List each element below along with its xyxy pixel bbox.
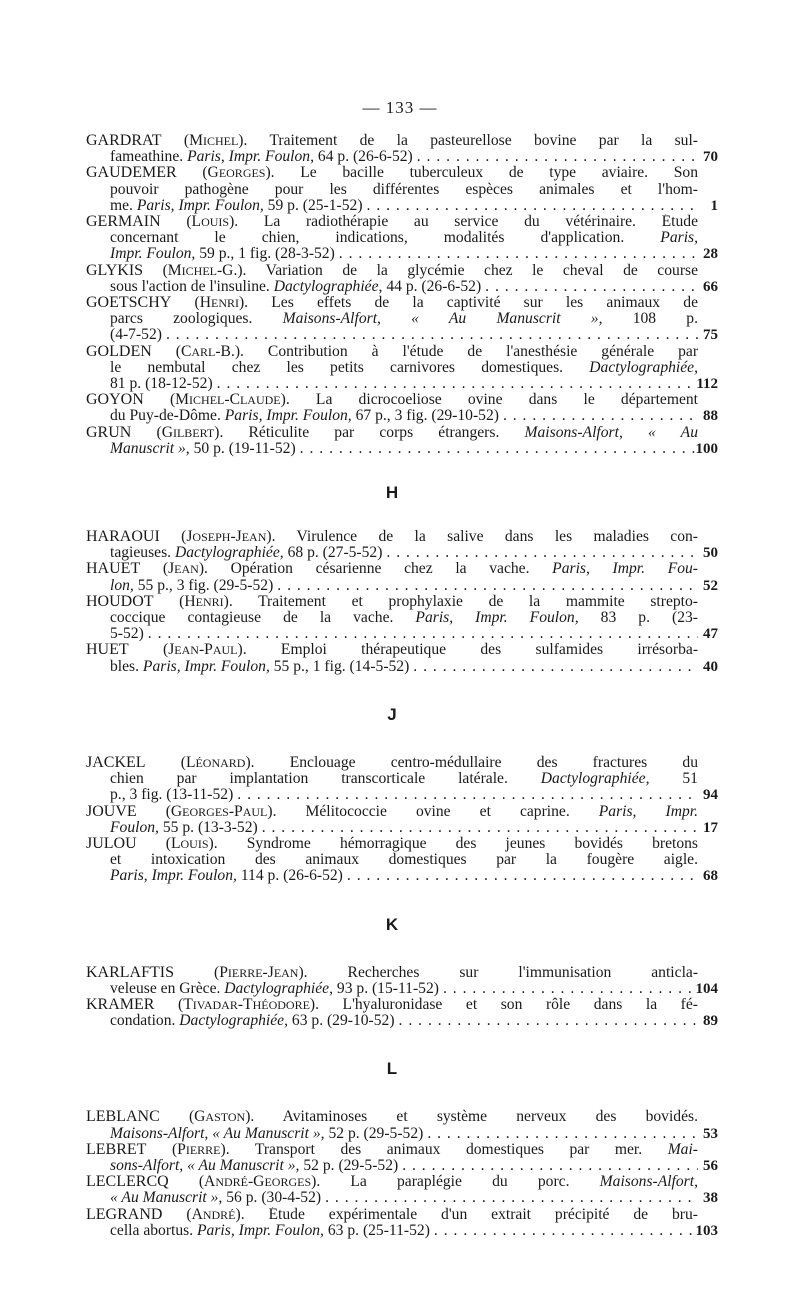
bibliography-entry — [86, 424, 718, 457]
entry-continuation-line: bles. Paris, Impr. Foulon, 55 p., 1 fig. (14-5-52) . . . — [86, 659, 698, 675]
author-name: GARDRAT — [86, 133, 162, 149]
author-first-name: GEORGES — [207, 165, 266, 182]
author-first-name: HENRI — [199, 295, 239, 312]
entry-first-line: HARAOUI (JOSEPH-JEAN). Virulence de la salive dans les maladies con- — [86, 529, 698, 546]
dot-leader — [503, 408, 698, 424]
author-name: GOLDEN — [86, 343, 152, 360]
entry-first-line: GOYON (MICHEL-CLAUDE). La dicrocoeliose ovine dans le département — [86, 392, 698, 409]
author-first-name: MICHEL — [189, 133, 239, 149]
entry-continuation-line: pouvoir pathogène pour les différentes espèces animales et l'hom- — [110, 181, 698, 198]
dot-leader — [277, 578, 698, 594]
entry-continuation-line: parcs zoologiques. Maisons-Alfort, « Au Manuscrit », 108 p. — [110, 311, 698, 328]
author-name: GRUN — [86, 424, 132, 441]
author-name: LEBRET — [86, 1141, 147, 1158]
author-name: KARLAFTIS — [86, 964, 175, 981]
author-name: GERMAIN — [86, 214, 161, 231]
entry-first-line: HOUDOT (HENRI). Traitement et prophylaxie de la mammite strepto- — [86, 593, 698, 610]
entry-first-line: HUET (JEAN-PAUL). Emploi thérapeutique des sulfamides irrésorba- — [86, 642, 698, 659]
entry-continuation-line: le nembutal chez les petits carnivores domestiques. Dactylographiée, — [110, 359, 698, 376]
bibliography-entry — [86, 964, 718, 997]
author-name: HOUDOT — [86, 593, 154, 610]
entry-page-reference: 75 — [703, 327, 718, 344]
entry-page-reference: 104 — [695, 980, 718, 997]
entry-page-reference: 88 — [703, 408, 718, 425]
bibliography-entry — [86, 214, 718, 263]
entry-page-reference: 68 — [703, 868, 718, 885]
entry-continuation-line: concernant le chien, indications, modalités d'application. Paris, — [110, 230, 698, 247]
entry-continuation-line: Impr. Foulon, 59 p., 1 fig. (28-3-52) . . . — [86, 246, 698, 262]
author-first-name: HENRI — [184, 593, 224, 610]
entry-continuation-line: Maisons-Alfort, « Au Manuscrit », 52 p. (29-5-52) . . . — [86, 1126, 698, 1142]
author-first-name: ANDRÉ — [191, 1206, 236, 1223]
author-first-name: LOUIS — [191, 214, 230, 231]
bibliography-entry — [86, 593, 718, 643]
entry-continuation-line: p., 3 fig. (13-11-52) . . . — [86, 787, 698, 803]
bibliography-entry — [86, 642, 718, 675]
author-first-name: GILBERT — [161, 424, 215, 441]
author-name: JULOU — [86, 835, 137, 852]
entry-first-line: GAUDEMER (GEORGES). Le bacille tuberculeux de type aviaire. Son — [86, 165, 698, 182]
entry-first-line: LEBLANC (GASTON). Avitaminoses et système nerveux des bovidés. — [86, 1109, 698, 1126]
author-name: GOYON — [86, 392, 144, 409]
author-first-name: MICHEL-CLAUDE — [175, 392, 281, 409]
author-name: GOETSCHY — [86, 295, 172, 312]
entry-page-reference: 38 — [703, 1190, 718, 1207]
author-first-name: ANDRÉ-GEORGES — [204, 1174, 312, 1191]
dot-leader — [339, 246, 698, 262]
dot-leader — [166, 327, 698, 343]
author-name: KRAMER — [86, 996, 155, 1013]
dot-leader — [427, 1126, 698, 1142]
bibliography-list — [86, 133, 718, 1239]
entry-page-reference: 50 — [703, 545, 718, 562]
entry-page-reference: 1 — [710, 197, 718, 214]
dot-leader — [417, 149, 698, 165]
dot-leader — [217, 376, 698, 392]
bibliography-entry — [86, 1141, 718, 1174]
entry-continuation-line: tagieuses. Dactylographiée, 68 p. (27-5-52) . . . — [86, 545, 698, 561]
author-first-name: TIVADAR-THÉODORE — [183, 996, 310, 1013]
author-name: JACKEL — [86, 754, 146, 771]
entry-continuation-line: fameathine. Paris, Impr. Foulon, 64 p. (26-6-52) . . . — [86, 149, 698, 165]
bibliography-entry — [86, 295, 718, 344]
section-letter-h: H — [385, 483, 399, 503]
entry-continuation-line: « Au Manuscrit », 56 p. (30-4-52) . . . — [86, 1190, 698, 1206]
author-first-name: PIERRE — [177, 1141, 221, 1158]
bibliography-entry — [86, 133, 718, 166]
author-first-name: PIERRE-JEAN — [219, 964, 299, 981]
dot-leader — [434, 1223, 698, 1239]
author-name: LEGRAND — [86, 1206, 163, 1223]
entry-page-reference: 52 — [703, 577, 718, 594]
author-first-name: CARL-B. — [180, 343, 235, 360]
entry-page-reference: 56 — [703, 1157, 718, 1174]
dot-leader — [386, 545, 698, 561]
author-name: HAUET — [86, 561, 141, 578]
bibliography-entry — [86, 262, 718, 295]
entry-page-reference: 17 — [703, 819, 718, 836]
entry-first-line: GOETSCHY (HENRI). Les effets de la captivité sur les animaux de — [86, 295, 698, 312]
entry-page-reference: 28 — [703, 246, 718, 263]
entry-first-line: LEGRAND (ANDRÉ). Étude expérimentale d'un extrait précipité de bru- — [86, 1206, 698, 1223]
author-first-name: GEORGES-PAUL — [170, 803, 268, 820]
page-number: — 133 — — [362, 98, 438, 117]
author-first-name: GASTON — [194, 1109, 246, 1126]
bibliography-entry — [86, 803, 718, 836]
bibliography-entry — [86, 835, 718, 885]
entry-continuation-line: 5-52) . . . — [86, 626, 698, 642]
bibliography-entry — [86, 343, 718, 393]
entry-page-reference: 89 — [703, 1013, 718, 1030]
dot-leader — [402, 1158, 698, 1174]
entry-page-reference: 100 — [695, 440, 718, 457]
bibliography-entry — [86, 529, 718, 562]
entry-first-line: JULOU (LOUIS). Syndrome hémorragique des jeunes bovidés bretons — [86, 835, 698, 852]
entry-first-line: LECLERCQ (ANDRÉ-GEORGES). La paraplégie du porc. Maisons-Alfort, — [86, 1174, 698, 1191]
bibliography-entry — [86, 165, 718, 214]
bibliography-entry — [86, 754, 718, 804]
dot-leader — [443, 981, 698, 997]
dot-leader — [148, 626, 698, 642]
bibliography-entry — [86, 996, 718, 1030]
entry-first-line: GRUN (GILBERT). Réticulite par corps étrangers. Maisons-Alfort, « Au — [86, 424, 698, 441]
entry-first-line: GARDRAT (MICHEL). Traitement de la pasteurellose bovine par la sul- — [86, 133, 698, 149]
entry-page-reference: 47 — [703, 626, 718, 643]
entry-page-reference: 94 — [703, 787, 718, 804]
bibliography-entry — [86, 1206, 718, 1239]
author-name: JOUVE — [86, 803, 137, 820]
dot-leader — [485, 279, 698, 295]
author-first-name: LÉONARD — [185, 754, 246, 771]
entry-continuation-line: sons-Alfort, « Au Manuscrit », 52 p. (29-5-52) . . . — [86, 1158, 698, 1174]
bibliography-entry — [86, 392, 718, 425]
author-first-name: JEAN-PAUL — [168, 642, 238, 659]
dot-leader — [262, 820, 698, 836]
section-letter-j: J — [387, 704, 397, 724]
dot-leader — [347, 868, 698, 884]
entry-continuation-line: (4-7-52) . . . — [86, 327, 698, 343]
entry-first-line: KRAMER (TIVADAR-THÉODORE). L'hyaluronidase et son rôle dans la fé- — [86, 996, 698, 1013]
dot-leader — [237, 787, 698, 803]
author-first-name: JEAN — [168, 561, 199, 578]
entry-continuation-line: Paris, Impr. Foulon, 114 p. (26-6-52) . . . — [86, 868, 698, 884]
dot-leader — [413, 659, 698, 675]
entry-continuation-line: du Puy-de-Dôme. Paris, Impr. Foulon, 67 p., 3 fig. (29-10-52) . . . — [86, 408, 698, 424]
entry-continuation-line: cella abortus. Paris, Impr. Foulon, 63 p. (25-11-52) . . . — [86, 1223, 698, 1239]
entry-first-line: JACKEL (LÉONARD). Enclouage centro-médullaire des fractures du — [86, 754, 698, 771]
entry-page-reference: 112 — [696, 376, 718, 393]
author-name: HUET — [86, 642, 129, 659]
entry-first-line: GERMAIN (LOUIS). La radiothérapie au service du vétérinaire. Étude — [86, 214, 698, 231]
dot-leader — [367, 198, 698, 214]
author-first-name: JOSEPH-JEAN — [186, 529, 267, 546]
bibliography-entry — [86, 1109, 718, 1142]
author-name: LEBLANC — [86, 1109, 160, 1126]
author-name: GLYKIS — [86, 262, 144, 279]
entry-continuation-line: Manuscrit », 50 p. (19-11-52) . . . — [86, 441, 698, 457]
entry-continuation-line: condation. Dactylographiée, 63 p. (29-10-52) . . . — [86, 1013, 698, 1029]
entry-first-line: HAUET (JEAN). Opération césarienne chez la vache. Paris, Impr. Fou- — [86, 561, 698, 578]
dot-leader — [325, 1190, 698, 1206]
entry-continuation-line: 81 p. (18-12-52) . . . — [86, 376, 698, 392]
entry-page-reference: 103 — [695, 1222, 718, 1239]
dot-leader — [300, 441, 698, 457]
author-first-name: LOUIS — [170, 835, 209, 852]
section-letter-k: K — [385, 914, 399, 934]
entry-continuation-line: et intoxication des animaux domestiques par la fougère aigle. — [110, 852, 698, 869]
entry-page-reference: 40 — [703, 658, 718, 675]
entry-first-line: LEBRET (PIERRE). Transport des animaux domestiques par mer. Mai- — [86, 1141, 698, 1158]
author-name: GAUDEMER — [86, 165, 177, 182]
author-first-name: MICHEL-G. — [167, 262, 238, 279]
entry-page-reference: 70 — [703, 149, 718, 166]
section-letter-l: L — [386, 1059, 398, 1079]
entry-first-line: GOLDEN (CARL-B.). Contribution à l'étude de l'anesthésie générale par — [86, 343, 698, 360]
entry-continuation-line: veleuse en Grèce. Dactylographiée, 93 p. (15-11-52) . . . — [86, 981, 698, 997]
entry-continuation-line: chien par implantation transcorticale latérale. Dactylographiée, 51 — [110, 771, 698, 788]
entry-first-line: KARLAFTIS (PIERRE-JEAN). Recherches sur l'immunisation anticla- — [86, 964, 698, 981]
dot-leader — [399, 1013, 698, 1029]
bibliography-entry — [86, 561, 718, 594]
bibliography-entry — [86, 1174, 718, 1207]
entry-page-reference: 66 — [703, 278, 718, 295]
author-name: HARAOUI — [86, 529, 160, 546]
entry-first-line: JOUVE (GEORGES-PAUL). Mélitococcie ovine et caprine. Paris, Impr. — [86, 803, 698, 820]
entry-continuation-line: Foulon, 55 p. (13-3-52) . . . — [86, 820, 698, 836]
entry-continuation-line: lon, 55 p., 3 fig. (29-5-52) . . . — [86, 578, 698, 594]
author-name: LECLERCQ — [86, 1174, 169, 1191]
entry-continuation-line: sous l'action de l'insuline. Dactylographiée, 44 p. (26-6-52) . . . — [86, 279, 698, 295]
entry-continuation-line: me. Paris, Impr. Foulon, 59 p. (25-1-52) . . . — [86, 198, 698, 214]
entry-first-line: GLYKIS (MICHEL-G.). Variation de la glycémie chez le cheval de course — [86, 262, 698, 279]
entry-page-reference: 53 — [703, 1125, 718, 1142]
entry-continuation-line: coccique contagieuse de la vache. Paris, Impr. Foulon, 83 p. (23- — [110, 610, 698, 627]
